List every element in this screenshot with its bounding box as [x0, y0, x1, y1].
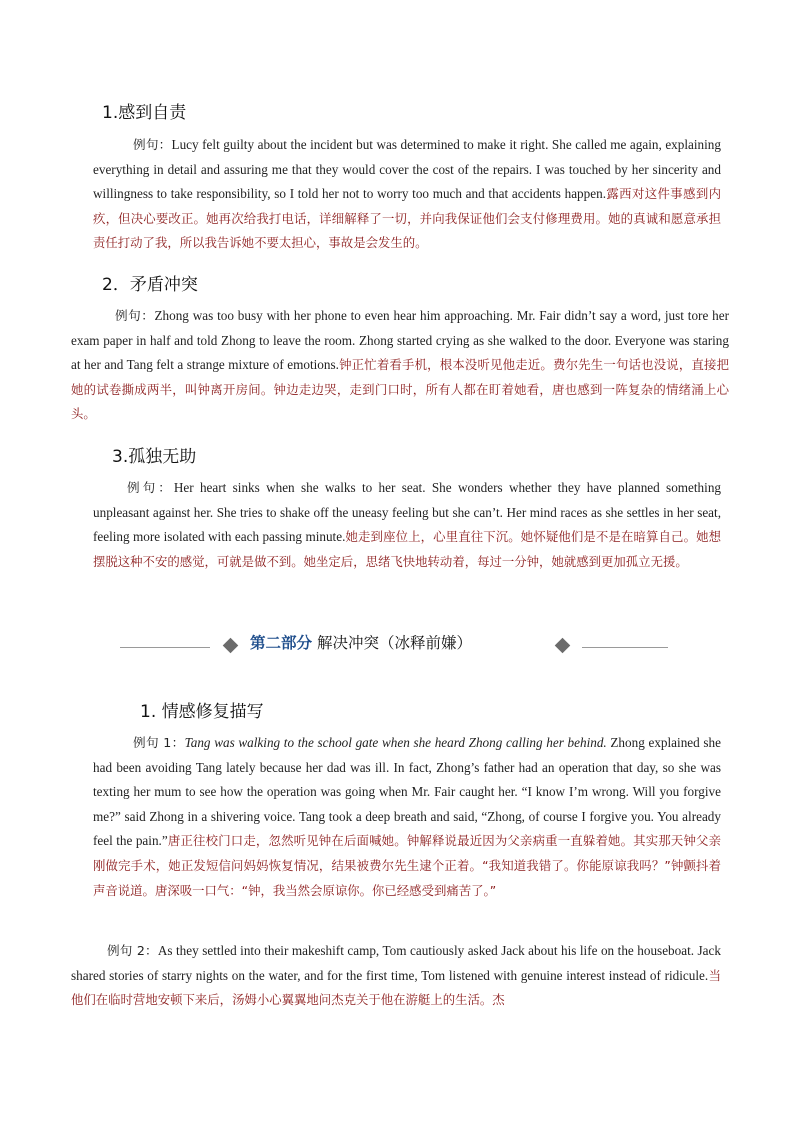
example-english: Lucy felt guilty about the incident but was determined to make it right. She called me again, explaining everything in detail and assuring me that they would cover the cost of the repairs. I was touched by her sincerity and willingness to take responsibility, so I told her not to worry too much and that accidents happen. [93, 137, 721, 202]
example-paragraph-guilty [93, 133, 721, 256]
example-english-italic: Tang was walking to the school gate when she heard Zhong calling her behind. [184, 735, 607, 750]
example-label: 例句 1： [133, 735, 185, 750]
diamond-icon [555, 638, 571, 654]
example-english: Zhong was too busy with her phone to even hear him approaching. Mr. Fair didn’t say a word, just tore her exam paper in half and told Zhong to leave the room. Zhong started crying as she walked to the door. Everyone was staring at her and Tang felt a strange mixture of emotions. [71, 308, 729, 373]
example-paragraph-lonely [93, 476, 721, 574]
divider-line-right [582, 647, 668, 648]
example-english: Zhong explained she had been avoiding Tang lately because her dad was ill. In fact, Zhong’s father had an operation that day, so she was texting her mum to see how the operation was going when Mr. Fair caught her. “I know I’m wrong. Will you forgive me?” said Zhong in a shivering voice. Tang took a deep breath and said, “Zhong, of course I forgive you. You already feel the pain.” [93, 735, 721, 849]
example-english: As they settled into their makeshift camp, Tom cautiously asked Jack about his life on the houseboat. Jack shared stories of starry nights on the water, and for the first time, Tom listened with genuine interest instead of ridicule. [71, 943, 721, 983]
section-heading-conflict: 2．矛盾冲突 [102, 275, 198, 295]
example-paragraph-repair-1 [93, 731, 721, 903]
example-label: 例句 2： [107, 943, 158, 958]
section-heading-repair: 1. 情感修复描写 [140, 702, 264, 722]
example-chinese-translation: 她走到座位上，心里直往下沉。她怀疑他们是不是在暗算自己。她想摆脱这种不安的感觉，可就是做不到。她坐定后，思绪飞快地转动着，每过一分钟，她就感到更加孤立无援。 [93, 529, 721, 569]
example-label: 例句： [133, 137, 172, 152]
example-chinese-translation: 当他们在临时营地安顿下来后，汤姆小心翼翼地问杰克关于他在游艇上的生活。杰 [71, 967, 721, 1008]
part-name: 解决冲突（冰释前嫌） [316, 634, 472, 652]
part-title [250, 631, 472, 653]
example-chinese-translation: 钟正忙着看手机，根本没听见他走近。费尔先生一句话也没说，直接把她的试卷撕成两半，叫钟离开房间。钟边走边哭，走到门口时，所有人都在盯着她看，唐也感到一阵复杂的情绪涌上心头。 [71, 357, 729, 422]
example-paragraph-conflict [71, 304, 729, 427]
example-paragraph-repair-2 [71, 939, 721, 1013]
divider-line-left [120, 647, 210, 648]
section-heading-lonely: 3.孤独无助 [112, 447, 197, 467]
part-number: 第二部分 [250, 634, 313, 652]
diamond-icon [223, 638, 239, 654]
example-label: 例句： [127, 480, 174, 495]
example-chinese-translation: 露西对这件事感到内疚，但决心要改正。她再次给我打电话，详细解释了一切，并向我保证他们会支付修理费用。她的真诚和愿意承担责任打动了我，所以我告诉她不要太担心，事故是会发生的。 [93, 186, 722, 251]
part-divider [120, 628, 670, 658]
example-label: 例句： [115, 308, 155, 323]
example-english: Her heart sinks when she walks to her seat. She wonders whether they have planned something unpleasant against her. She tries to shake off the uneasy feeling but she can’t. Her mind races as she settles in her seat, feeling more isolated with each passing minute. [93, 480, 722, 545]
example-chinese-translation: 唐正往校门口走，忽然听见钟在后面喊她。钟解释说最近因为父亲病重一直躲着她。其实那天钟父亲刚做完手术，她正发短信问妈妈恢复情况，结果被费尔先生逮个正着。“我知道我错了。你能原谅我吗？”钟颤抖着声音说道。唐深吸一口气：“钟，我当然会原谅你。你已经感受到痛苦了。” [93, 833, 722, 898]
section-heading-guilty: 1.感到自责 [102, 103, 187, 123]
